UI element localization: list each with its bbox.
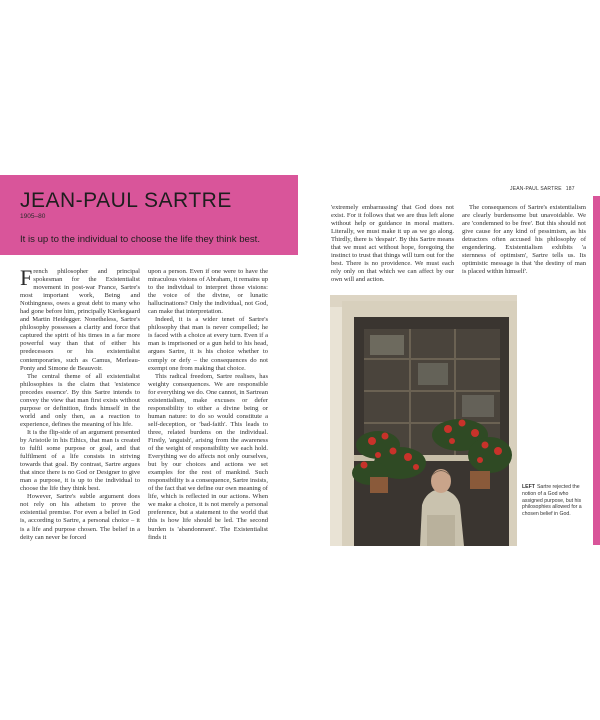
photo-caption <box>522 484 588 518</box>
paragraph: However, Sartre's subtle argument does not rely on his atheism to prove the existential premise. For even a belief in God is, according to Sartre, a personal choice – it is a life and purpose chosen. The belief in a deity can never be forced <box>20 493 140 541</box>
text-column-2 <box>148 268 268 542</box>
page-number: 187 <box>565 186 575 192</box>
paragraph-text: rench philosopher and principal spokesman for the Existentialist movement in post-war France, Sartre's most important work, Being and Nothingness, owes a great debt to many who had gone before him, principally Kierkegaard and Martin Heidegger. Nonetheless, Sartre's philosophy possesses a clarity and force that captured the spirit of his times in a far more powerful way than that of either his predecessors or his existentialist contemporaries, such as Camus, Merleau-Ponty and Simone de Beauvoir. <box>20 268 140 372</box>
page-edge-tab <box>593 196 600 545</box>
page-title: JEAN-PAUL SARTRE <box>20 189 232 212</box>
caption-label: LEFT <box>522 484 535 490</box>
caption-text: Sartre rejected the notion of a God who assigned purpose, but his philosophies allowed for a chosen belief in God. <box>522 484 582 518</box>
paragraph: upon a person. Even if one were to have the miraculous visions of Abraham, it remains up to the individual to interpret those visions: the voice of the divine, or lunatic hallucinations? Only the individual, not God, can make that interpretation. <box>148 268 268 316</box>
text-column-1 <box>20 265 140 542</box>
photo-illustration <box>330 295 517 546</box>
paragraph: It is the flip-side of an argument presented by Aristotle in his Ethics, that man is created to fulfil some purpose or goal, and that fulfilment of a life consists in striving towards that goal. By contrast, Sartre argues that since there is no God or Designer to give man a purpose, it is up to the individual to choose the life they think best. <box>20 428 140 493</box>
text-column-3 <box>331 204 454 284</box>
drop-cap: F <box>20 265 33 290</box>
life-dates: 1905–80 <box>20 213 46 220</box>
paragraph: 'extremely embarrassing' that God does not exist. For it follows that we are thus left alone without help or guidance in moral matters. Literally, we must make it up as we go along. Thirdly, there is 'despair'. By this Sartre means that we must act without hope, foregoing the instinct to trust that things will turn out for the best. There is no providence. We must each rely only on that which we can affect by our own will and action. <box>331 204 454 284</box>
page-subtitle: It is up to the individual to choose the life they think best. <box>20 234 260 245</box>
running-head <box>510 186 575 192</box>
paragraph <box>20 265 140 373</box>
paragraph: The central theme of all existentialist philosophies is the claim that 'existence precedes essence'. By this Sartre intends to convey the view that man first exists without purpose or definition, finds himself in the world and only then, as a reaction to experience, defines the meaning of his life. <box>20 372 140 428</box>
sartre-photo <box>330 295 517 546</box>
paragraph: The consequences of Sartre's existentialism are clearly burdensome but unavoidable. We are 'condemned to be free'. But this should not give cause for any kind of pessimism, as his detractors often accused his philosophy of engendering. Existentialism exhibits 'a sternness of optimism', Sartre tells us. Its optimistic message is that 'the destiny of man is placed within himself'. <box>462 204 586 276</box>
text-column-4 <box>462 204 586 276</box>
running-head-title: JEAN-PAUL SARTRE <box>510 186 562 192</box>
paragraph: This radical freedom, Sartre realises, has weighty consequences. We are responsible for everything we do. One cannot, in Sartrean existentialism, make excuses or defer responsibility to either a divine being or human nature: to do so would constitute a self-deception, or 'bad-faith'. This leads to three, related burdens on the individual. Firstly, 'anguish', arising from the awareness of the weight of responsibility we each hold. Everything we do affects not only ourselves, but by our choices and actions we set examples for the rest of mankind. Such responsibility is a consequence, Sartre insists, of the fact that we define our own meaning of life, which is reflected in our actions. When we make a choice, it is not merely a personal preference, but a statement to the world that this is how life should be led. The second burden is 'abandonment'. The Existentialist finds it <box>148 372 268 541</box>
paragraph: Indeed, it is a wider tenet of Sartre's philosophy that man is never compelled; he is faced with a choice at every turn. Even if a man is imprisoned or a gun held to his head, argues Sartre, it is his choice whether to comply or defy – the consequences do not exempt one from making that choice. <box>148 316 268 372</box>
